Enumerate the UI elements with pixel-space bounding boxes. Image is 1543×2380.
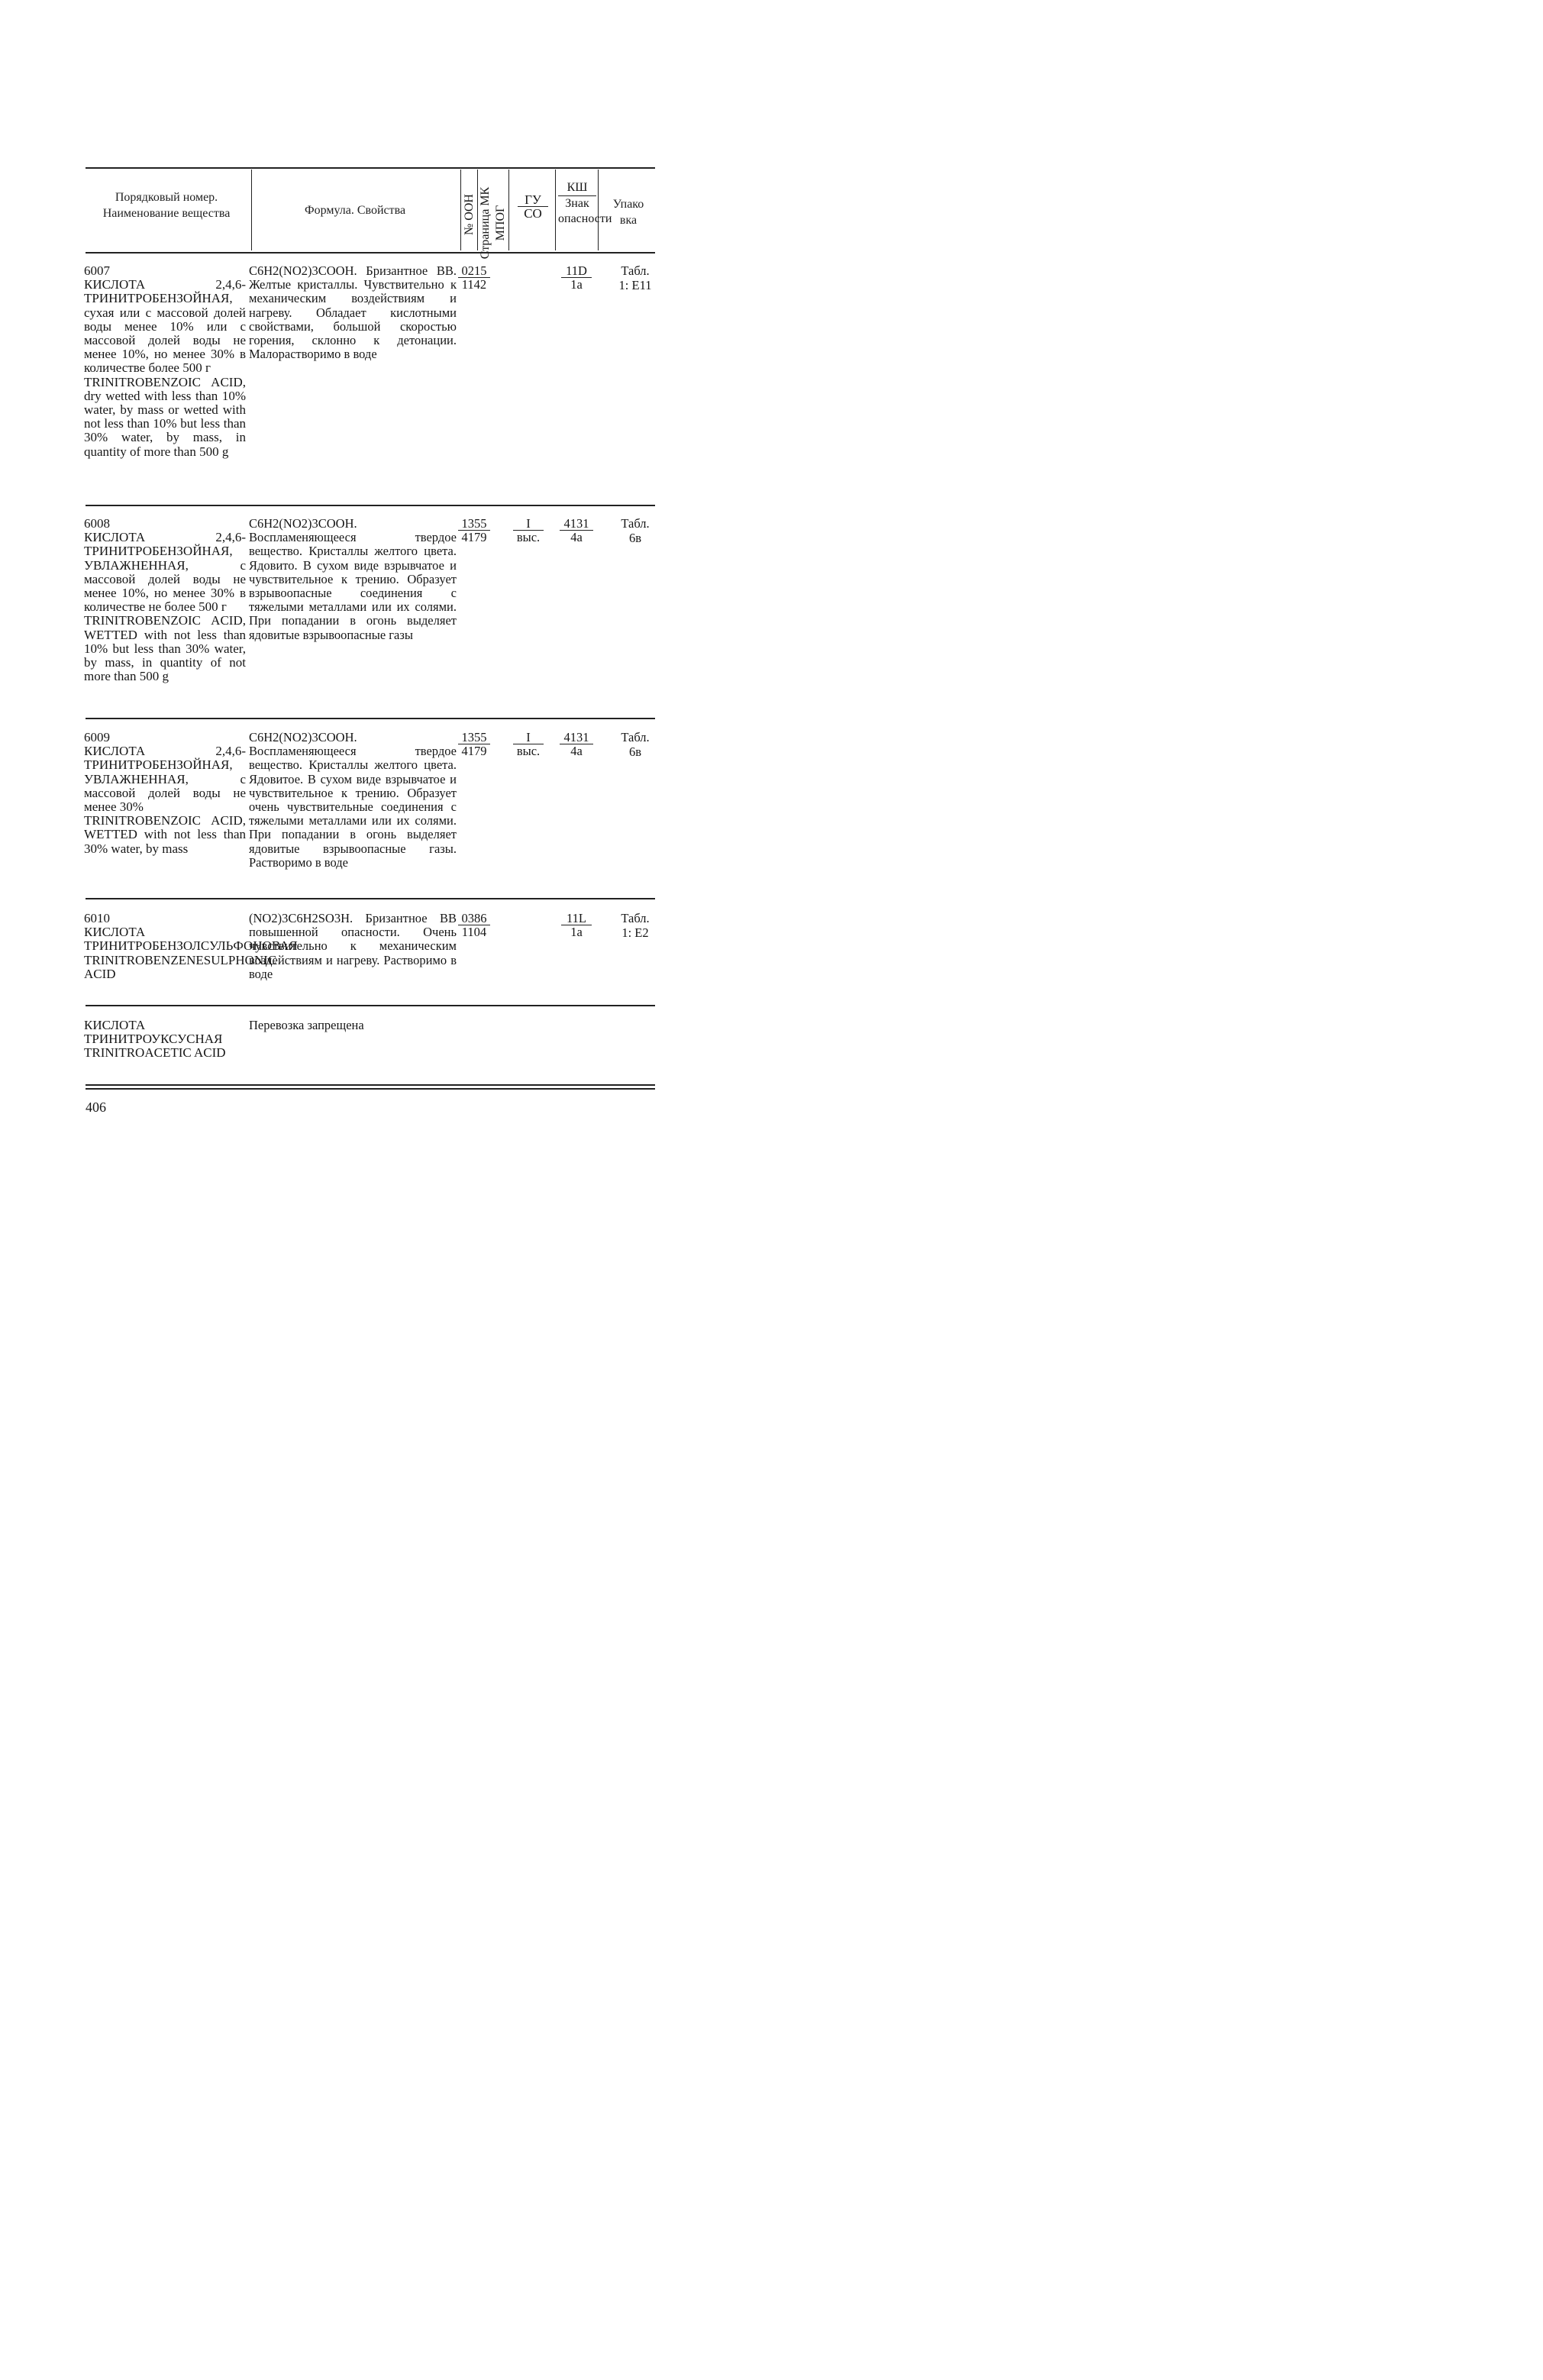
entry-ksh: 4131	[560, 731, 593, 744]
row-separator	[86, 898, 655, 899]
entry-pack: Табл. 6в	[621, 516, 650, 545]
header-divider	[555, 170, 556, 250]
table-bottom-rule	[86, 1084, 655, 1086]
entry-un-page	[458, 731, 490, 757]
header-pack-column: Упаковка	[612, 198, 644, 227]
entry-number: 6009	[84, 730, 110, 744]
entry-pack: Табл. 1: E11	[618, 263, 652, 292]
entry-ksh: 11D	[561, 264, 592, 278]
entry-pack: Табл. 1: E2	[621, 911, 650, 940]
entry-ksh: 11L	[561, 912, 592, 925]
header-top-rule	[86, 167, 655, 169]
header-divider	[598, 170, 599, 250]
entry-ksh-sign	[560, 731, 593, 757]
header-co: СО	[524, 206, 542, 221]
entry-name	[84, 911, 298, 981]
header-page-column: Страница МК МПОГ	[479, 186, 507, 260]
page-number: 406	[86, 1100, 106, 1115]
entry-un-page	[458, 912, 490, 938]
entry-name-en: TRINITROBENZOIC ACID, WETTED with not less than 10% but less than 30% water, by mass, in quantity of not more than 500 g	[84, 613, 246, 684]
header-gu: ГУ	[518, 193, 548, 207]
entry-number: 6010	[84, 911, 110, 925]
entry-name-en: TRINITROBENZOIC ACID, WETTED with not less than 30% water, by mass	[84, 813, 246, 856]
entry-page-number: 1142	[461, 277, 487, 292]
entry-un-page	[458, 264, 490, 291]
entry-name-ru: КИСЛОТА 2,4,6-ТРИНИТРОБЕНЗОЙНАЯ, УВЛАЖНЕННАЯ, с массовой долей воды не менее 10%, но менее 30% в количестве не более 500 г	[84, 530, 246, 615]
header-ksh-label: КШ	[558, 180, 596, 196]
entry-name-ru: КИСЛОТА ТРИНИТРОУКСУСНАЯ	[84, 1018, 223, 1047]
header-divider	[460, 170, 461, 250]
row-separator	[86, 505, 655, 506]
entry-co: выс.	[516, 530, 541, 544]
entry-un-number: 0386	[458, 912, 490, 925]
entry-properties: (NO2)3C6H2SO3H. Бризантное ВВ повышенной опасности. Очень чувствительно к механическим воздействиям и нагреву. Растворимо в воде	[249, 911, 457, 981]
entry-name	[84, 731, 246, 856]
header-gu-co	[518, 193, 548, 220]
entry-ksh-sign	[561, 264, 592, 291]
entry-number: 6008	[84, 516, 110, 531]
entry-name-en: TRINITROACETIC ACID	[84, 1045, 226, 1061]
entry-properties: C6H2(NO2)3COOH. Бризантное ВВ. Желтые кристаллы. Чувствительно к механическим воздействиям и нагреву. Обладает кислотными свойствами, большой скоростью горения, склонно к детонации. Малорастворимо в воде	[249, 263, 457, 362]
entry-page-number: 4179	[461, 530, 487, 544]
entry-name-en: TRINITROBENZOIC ACID, dry wetted with less than 10% water, by mass or wetted with not less than 10% but less than 30% water, by mass, in quantity of more than 500 g	[84, 374, 246, 459]
header-name-column: Порядковый номер. Наименование вещества	[102, 191, 231, 220]
entry-properties: Перевозка запрещена	[249, 1018, 364, 1032]
table-bottom-rule-2	[86, 1088, 655, 1090]
entry-un-page	[458, 517, 490, 544]
entry-pack: Табл. 6в	[621, 730, 650, 759]
entry-un-number: 0215	[458, 264, 490, 278]
entry-number: 6007	[84, 263, 110, 278]
entry-gu: I	[513, 517, 544, 531]
entry-name-ru: КИСЛОТА 2,4,6-ТРИНИТРОБЕНЗОЙНАЯ, сухая или с массовой долей воды менее 10% или с массовой долей воды не менее 10%, но менее 30% в количестве более 500 г	[84, 277, 246, 376]
header-ksh	[558, 180, 612, 227]
entry-page-number: 1104	[461, 925, 487, 939]
entry-gu: I	[513, 731, 544, 744]
entry-name-ru: КИСЛОТА ТРИНИТРОБЕНЗОЛСУЛЬФОНОВАЯ	[84, 925, 298, 954]
entry-ksh: 4131	[560, 517, 593, 531]
entry-sign: 1a	[570, 277, 583, 292]
header-formula-column: Формула. Свойства	[304, 204, 406, 217]
entry-sign: 4a	[570, 530, 583, 544]
entry-properties: C6H2(NO2)3COOH. Воспламеняющееся твердое вещество. Кристаллы желтого цвета. Ядовитое. В сухом виде взрывчатое и чувствительное к трению. Образует очень чувствительные соединения с тяжелыми металлами или их солями. При попадании в огонь выделяет ядовитые взрывоопасные газы. Растворимо в воде	[249, 730, 457, 870]
entry-sign: 1a	[570, 925, 583, 939]
entry-name	[84, 264, 246, 459]
entry-sign: 4a	[570, 744, 583, 758]
header-hazard-sign: Знак опасности	[558, 197, 612, 225]
entry-ksh-sign	[561, 912, 592, 938]
entry-gu-co	[513, 731, 544, 757]
entry-properties: C6H2(NO2)3COOH. Воспламеняющееся твердое вещество. Кристаллы желтого цвета. Ядовито. В сухом виде взрывчатое и чувствительное к трению. Образует взрывоопасные соединения с тяжелыми металлами или их солями. При попадании в огонь выделяет ядовитые взрывоопасные газы	[249, 516, 457, 642]
entry-un-number: 1355	[458, 517, 490, 531]
header-un-column: № ООН	[463, 194, 476, 235]
entry-name	[84, 517, 246, 683]
row-separator	[86, 1005, 655, 1006]
header-bottom-rule	[86, 252, 655, 254]
entry-ksh-sign	[560, 517, 593, 544]
row-separator	[86, 718, 655, 719]
entry-co: выс.	[516, 744, 541, 758]
header-divider	[508, 170, 509, 250]
entry-name	[84, 1019, 246, 1061]
entry-gu-co	[513, 517, 544, 544]
entry-page-number: 4179	[461, 744, 487, 758]
header-divider	[251, 170, 252, 250]
entry-name-en: TRINITROBENZENESULPHONIC ACID	[84, 952, 277, 981]
entry-name-ru: КИСЛОТА 2,4,6-ТРИНИТРОБЕНЗОЙНАЯ, УВЛАЖНЕННАЯ, с массовой долей воды не менее 30%	[84, 744, 246, 815]
entry-un-number: 1355	[458, 731, 490, 744]
